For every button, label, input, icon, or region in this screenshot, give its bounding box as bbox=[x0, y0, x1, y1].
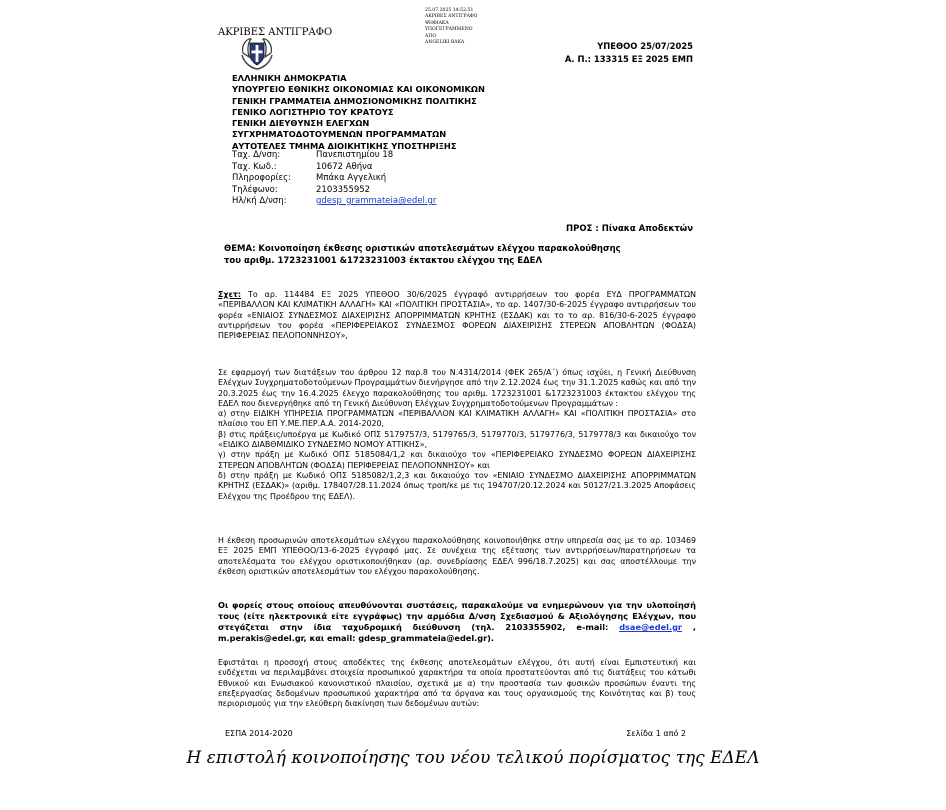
contact-row bbox=[232, 162, 436, 174]
contact-label: Ταχ. Κωδ.: bbox=[232, 161, 277, 172]
email-prefix: e-mail: bbox=[576, 622, 620, 632]
authority-line: ΑΥΤΟΤΕΛΕΣ ΤΜΗΜΑ ΔΙΟΙΚΗΤΙΚΗΣ ΥΠΟΣΤΗΡΙΞΗΣ bbox=[232, 140, 457, 151]
authority-line: ΥΠΟΥΡΓΕΙΟ ΕΘΝΙΚΗΣ ΟΙΚΟΝΟΜΙΑΣ ΚΑΙ ΟΙΚΟΝΟΜΙΚΩΝ bbox=[232, 84, 485, 95]
item-a: α) στην ΕΙΔΙΚΗ ΥΠΗΡΕΣΙΑ ΠΡΟΓΡΑΜΜΑΤΩΝ «ΠΕΡΙΒΑΛΛΟΝ ΚΑΙ ΚΛΙΜΑΤΙΚΗ ΑΛΛΑΓΗ» ΚΑΙ «ΠΟΛΙΤΙΚΗ ΠΡΟΣΤΑΣΙΑ» στο πλαίσιο του ΕΠ Υ.ΜΕ.ΠΕΡ.Α.Α. 2014-2020, bbox=[218, 409, 696, 429]
greek-coat-of-arms-icon bbox=[239, 35, 275, 71]
contact-label: Ηλ/κή Δ/νση: bbox=[232, 196, 287, 206]
email-suffix: , m.perakis@edel.gr, και email: gdesp_grammateia@edel.gr). bbox=[218, 622, 696, 643]
interim-report-paragraph: Η έκθεση προσωρινών αποτελεσμάτων ελέγχου παρακολούθησης κοινοποιήθηκε στην υπηρεσία σας με το αρ. 103469 ΕΞ 2025 ΕΜΠ ΥΠΕΘΟΟ/13-6-2025 έγγραφό μας. Σε συνέχεια της εξέτασης των αντιρρήσεων/παρατηρήσεων τα αποτελέσματα του ελέγχου οριστικοποιήθηκαν (αρ. συνεδρίασης ΕΔΕΛ 996/18.7.2025) και σας αποστέλλουμε την έκθεση οριστικών αποτελεσμάτων του ελέγχου παρακολούθησης. bbox=[218, 536, 696, 576]
image-caption: Η επιστολή κοινοποίησης του νέου τελικού πορίσματος της ΕΔΕΛ bbox=[186, 748, 760, 768]
item-d: δ) στην πράξη με Κωδικό ΟΠΣ 5185082/1,2,3 και δικαιούχο τον «ΕΝΙΑΙΟ ΣΥΝΔΕΣΜΟ ΔΙΑΧΕΙΡΙΣΗΣ ΑΠΟΡΡΙΜΜΑΤΩΝ ΚΡΗΤΗΣ (ΕΣΔΑΚ)» (αριθμ. 178407/28.11.2024 όπως τροπ/κε με τις 194707/20.12.2024 και 50127/21.3.2025 Αποφάσεις Ελέγχου της Προέδρου της ΕΔΕΛ). bbox=[218, 470, 696, 501]
contact-label: Ταχ. Δ/νση: bbox=[232, 150, 281, 160]
main-paragraph bbox=[218, 368, 696, 502]
authority-line: ΕΛΛΗΝΙΚΗ ΔΗΜΟΚΡΑΤΙΑ bbox=[232, 73, 347, 83]
subject-line bbox=[224, 244, 621, 267]
protocol-reference bbox=[565, 40, 693, 66]
main-paragraph-intro: Σε εφαρμογή των διατάξεων του άρθρου 12 παρ.8 του Ν.4314/2014 (ΦΕΚ 265/Α΄) όπως ισχύει, η Γενική Διεύθυνση Ελέγχων Συγχρηματοδοτούμενων Προγραμμάτων διενήργησε από την 2.12.2024 έως την 31.1.2025 καθώς και από την 20.3.2025 έως την 16.4.2025 έλεγχο παρακολούθησης του αριθμ. 1723231001 &1723231003 έκτακτου ελέγχου της ΕΔΕΛ που διενεργήθηκε από τη Γενική Διεύθυνση Ελέγχων Συγχρηματοδοτούμενων Προγραμμάτων : bbox=[218, 368, 696, 408]
reference-text: Το αρ. 114484 ΕΞ 2025 ΥΠΕΘΟΟ 30/6/2025 έγγραφό αντιρρήσεων του φορέα ΕΥΔ ΠΡΟΓΡΑΜΜΑΤΩΝ «ΠΕΡΙΒΑΛΛΟΝ ΚΑΙ ΚΛΙΜΑΤΙΚΗ ΑΛΛΑΓΗ» ΚΑΙ «ΠΟΛΙΤΙΚΗ ΠΡΟΣΤΑΣΙΑ», το αρ. 1407/30-6-2025 έγγραφο αντιρρήσεων του φορέα «ΕΝΙΑΙΟΣ ΣΥΝΔΕΣΜΟΣ ΔΙΑΧΕΙΡΙΣΗΣ ΑΠΟΡΡΙΜΜΑΤΩΝ ΚΡΗΤΗΣ (ΕΣΔΑΚ) και το το αρ. 816/30-6-2025 έγγραφο αντιρρήσεων του φορέα «ΠΕΡΙΦΕΡΕΙΑΚΟΣ ΣΥΝΔΕΣΜΟΣ ΦΟΡΕΩΝ ΔΙΑΧΕΙΡΙΣΗΣ ΣΤΕΡΕΩΝ ΑΠΟΒΛΗΤΩΝ (ΦΟΔΣΑ) ΠΕΡΙΦΕΡΕΙΑΣ ΠΕΛΟΠΟΝΝΗΣΟΥ», bbox=[218, 290, 696, 341]
confidentiality-paragraph: Εφιστάται η προσοχή στους αποδέκτες της έκθεσης αποτελεσμάτων ελέγχου, ότι αυτή είναι Εμπιστευτική και ενδέχεται να περιλαμβάνει στοιχεία προσωπικού χαρακτήρα τα οποία προστατεύονται από τις διατάξεις του κάτωθι Εθνικού και Ενωσιακού κανονιστικού πλαισίου, σχετικά με α) την προστασία των φυσικών προσώπων έναντι της επεξεργασίας δεδομένων προσωπικού χαρακτήρα από τα όργανα και τους οργανισμούς της Κοινότητας και β) τους περιορισμούς για την ελεύθερη διακίνηση των δεδομένων αυτών: bbox=[218, 658, 696, 709]
protocol-date: ΥΠΕΘΟΟ 25/07/2025 bbox=[597, 41, 693, 51]
reference-label: Σχετ: bbox=[218, 290, 242, 299]
certified-copy-stamp: ΑΚΡΙΒΕΣ ΑΝΤΙΓΡΑΦΟ bbox=[218, 27, 333, 38]
reference-paragraph bbox=[218, 290, 696, 341]
authority-line: ΓΕΝΙΚΗ ΔΙΕΥΘΥΝΣΗ ΕΛΕΓΧΩΝ bbox=[232, 118, 370, 129]
recommendations-text: Οι φορείς στους οποίους απευθύνονται συστάσεις, παρακαλούμε να ενημερώνουν για την υλοποίησή τους (είτε ηλεκτρονικά είτε εγγράφως) την αρμόδια Δ/νση Σχεδιασμού & Αξιολόγησης Ελέγχων, που στεγάζεται στην ίδια ταχυδρομική διεύθυνση (τηλ. 2103355902, bbox=[218, 600, 696, 632]
signature-line: ΑΚΡΙΒΕΣ ΑΝΤΙΓΡΑΦΟ bbox=[425, 14, 478, 20]
contact-label: Τηλέφωνο: bbox=[232, 184, 278, 195]
contact-value: 10672 Αθήνα bbox=[316, 161, 373, 172]
contact-details bbox=[232, 150, 436, 208]
contact-value: 2103355952 bbox=[316, 184, 371, 195]
subject-line-1: ΘΕΜΑ: Κοινοποίηση έκθεσης οριστικών αποτελεσμάτων ελέγχου παρακολούθησης bbox=[224, 244, 621, 254]
signature-line: ΑΠΟ bbox=[425, 33, 437, 39]
subject-line-2: του αριθμ. 1723231001 &1723231003 έκτακτου ελέγχου της ΕΔΕΛ bbox=[224, 255, 543, 266]
contact-row bbox=[232, 173, 436, 185]
authority-line: ΣΥΓΧΡΗΜΑΤΟΔΟΤΟΥΜΕΝΩΝ ΠΡΟΓΡΑΜΜΑΤΩΝ bbox=[232, 129, 447, 140]
signature-line: ΥΠΟΓΕΓΡΑΜΜΕΝΟ bbox=[425, 27, 473, 33]
contact-row bbox=[232, 150, 436, 162]
recommendations-paragraph bbox=[218, 600, 696, 644]
contact-row bbox=[232, 185, 436, 197]
footer-program: ΕΣΠΑ 2014-2020 bbox=[225, 729, 293, 738]
contact-label: Πληροφορίες: bbox=[232, 173, 291, 183]
email-link[interactable]: dsae@edel.gr bbox=[619, 622, 682, 632]
contact-value: Πανεπιστημίου 18 bbox=[316, 150, 394, 160]
digital-signature-box bbox=[425, 8, 477, 46]
protocol-number: Α. Π.: 133315 ΕΞ 2025 ΕΜΠ bbox=[564, 54, 693, 64]
signature-line: ANGELIKI BAKA bbox=[425, 40, 465, 46]
item-b: β) στις πράξεις/υποέργα με Κωδικό ΟΠΣ 5179757/3, 5179765/3, 5179770/3, 5179776/3, 5179778/3 και δικαιούχο τον «ΕΙΔΙΚΟ ΔΙΑΒΘΜΙΔΙΚΟ ΣΥΝΔΕΣΜΟ ΝΟΜΟΥ ΑΤΤΙΚΗΣ», bbox=[218, 429, 696, 450]
footer-page-number: Σελίδα 1 από 2 bbox=[626, 729, 686, 738]
signature-line: 25.07.2025 14:52:51 bbox=[425, 8, 474, 13]
authority-line: ΓΕΝΙΚΟ ΛΟΓΙΣΤΗΡΙΟ ΤΟΥ ΚΡΑΤΟΥΣ bbox=[232, 106, 394, 117]
contact-value: Μπάκα Αγγελική bbox=[316, 173, 387, 183]
recipients-line: ΠΡΟΣ : Πίνακα Αποδεκτών bbox=[566, 224, 693, 234]
email-link[interactable]: gdesp_grammateia@edel.gr bbox=[316, 196, 437, 206]
issuing-authority bbox=[232, 73, 485, 152]
contact-row bbox=[232, 196, 436, 208]
authority-line: ΓΕΝΙΚΗ ΓΡΑΜΜΑΤΕΙΑ ΔΗΜΟΣΙΟΝΟΜΙΚΗΣ ΠΟΛΙΤΙΚΗΣ bbox=[232, 95, 477, 106]
signature-line: ΨΗΦΙΑΚΑ bbox=[425, 20, 449, 26]
item-c: γ) στην πράξη με Κωδικό ΟΠΣ 5185084/1,2 και δικαιούχο τον «ΠΕΡΙΦΕΡΕΙΑΚΟ ΣΥΝΔΕΣΜΟ ΦΟΡΕΩΝ ΔΙΑΧΕΙΡΙΣΗΣ ΣΤΕΡΕΩΝ ΑΠΟΒΛΗΤΩΝ (ΦΟΔΣΑ) ΠΕΡΙΦΕΡΕΙΑΣ ΠΕΛΟΠΟΝΝΗΣΟΥ» και bbox=[218, 450, 696, 470]
